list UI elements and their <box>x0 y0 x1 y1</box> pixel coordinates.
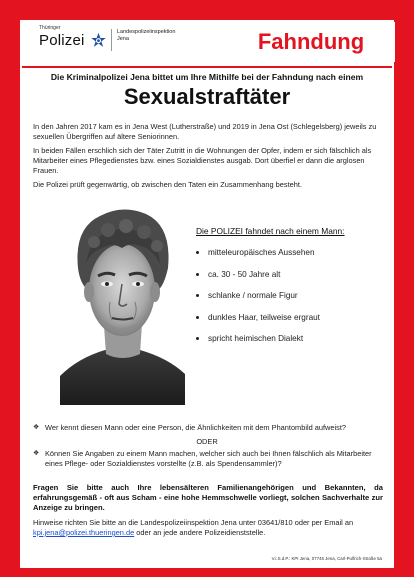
question-item <box>33 449 381 469</box>
email-link[interactable]: kpi.jena@polizei.thueringen.de <box>33 528 135 537</box>
paragraph-incidents: In den Jahren 2017 kam es in Jena West (Lutherstraße) und 2019 in Jena Ost (Schlegelsberg) jeweils zu sexuellen Übergriffen auf ältere Seniorinnen. <box>33 122 377 141</box>
logo-state: Thüringer <box>39 25 61 31</box>
contact-text-end: oder an jede andere Polizeidienststelle. <box>134 528 266 537</box>
phantom-sketch-image <box>60 198 185 405</box>
contact-paragraph <box>33 518 383 538</box>
suspect-features-list <box>196 248 320 356</box>
feature-text: schlanke / normale Figur <box>208 291 298 300</box>
list-item <box>196 248 320 270</box>
search-heading: Die POLIZEI fahndet nach einem Mann: <box>196 226 345 236</box>
bullet-icon <box>196 337 199 340</box>
fahndung-banner: Fahndung <box>227 22 395 62</box>
feature-text: dunkles Haar, teilweise ergraut <box>208 312 320 322</box>
contact-text: Hinweise richten Sie bitte an die Landespolizeiinspektion Jena unter 03641/810 oder per Email an <box>33 518 354 527</box>
bullet-icon <box>196 273 199 276</box>
bullet-icon <box>196 294 199 297</box>
feature-text: spricht heimischen Dialekt <box>208 334 304 343</box>
police-logo <box>26 25 206 61</box>
bullet-icon <box>196 251 199 254</box>
list-item <box>196 313 320 335</box>
imprint-footer: V.i.S.d.P.: KPI Jena, 07745 Jena, Carl-Pulfrich-Straße 5a <box>271 556 382 561</box>
bullet-icon <box>196 316 199 319</box>
diamond-bullet-icon: ❖ <box>33 450 40 457</box>
list-item <box>196 291 320 313</box>
diamond-bullet-icon: ❖ <box>33 424 40 431</box>
or-separator: ODER <box>196 437 218 446</box>
logo-department: Landespolizeiinspektion <box>117 29 176 35</box>
logo-department-city: Jena <box>117 36 129 42</box>
feature-text: ca. 30 - 50 Jahre alt <box>208 269 281 279</box>
appeal-paragraph: Fragen Sie bitte auch Ihre lebensälteren Familienangehörigen und Bekannten, da erfahrungsgemäß - oft aus Scham - eine hohe Hemmschwelle vorliegt, solchen Sachverhalte zur Anzeige zu bringen. <box>33 483 383 512</box>
logo-name: Polizei <box>39 32 85 49</box>
feature-text: mitteleuropäisches Aussehen <box>208 248 315 257</box>
question-text: Können Sie Angaben zu einem Mann machen, welcher sich auch bei Ihnen fälschlich als Mitarbeiter eines Pflege- oder Sozialdienstes vorstellte (z.B. als Spendensammler)? <box>45 449 372 468</box>
list-item <box>196 334 320 356</box>
headline: Sexualstraftäter <box>123 84 291 109</box>
paragraph-investigation: Die Polizei prüft gegenwärtig, ob zwischen den Taten ein Zusammenhang besteht. <box>33 180 302 189</box>
question-text: Wer kennt diesen Mann oder eine Person, die Ähnlichkeiten mit dem Phantombild aufweist? <box>45 423 346 432</box>
intro-line: Die Kriminalpolizei Jena bittet um Ihre Mithilfe bei der Fahndung nach einem <box>50 72 364 82</box>
question-item <box>33 423 381 433</box>
paragraph-method: In beiden Fällen erschlich sich der Täter Zutritt in die Wohnungen der Opfer, indem er sich fälschlich als Mitarbeiter eines Pflegedienstes bzw. eines Sozialdienstes ausgab. Dort überfiel er dann die arglosen Frauen. <box>33 146 372 175</box>
list-item <box>196 270 320 292</box>
logo-divider <box>111 29 112 51</box>
police-star-icon <box>90 32 107 49</box>
header-divider <box>22 66 392 68</box>
